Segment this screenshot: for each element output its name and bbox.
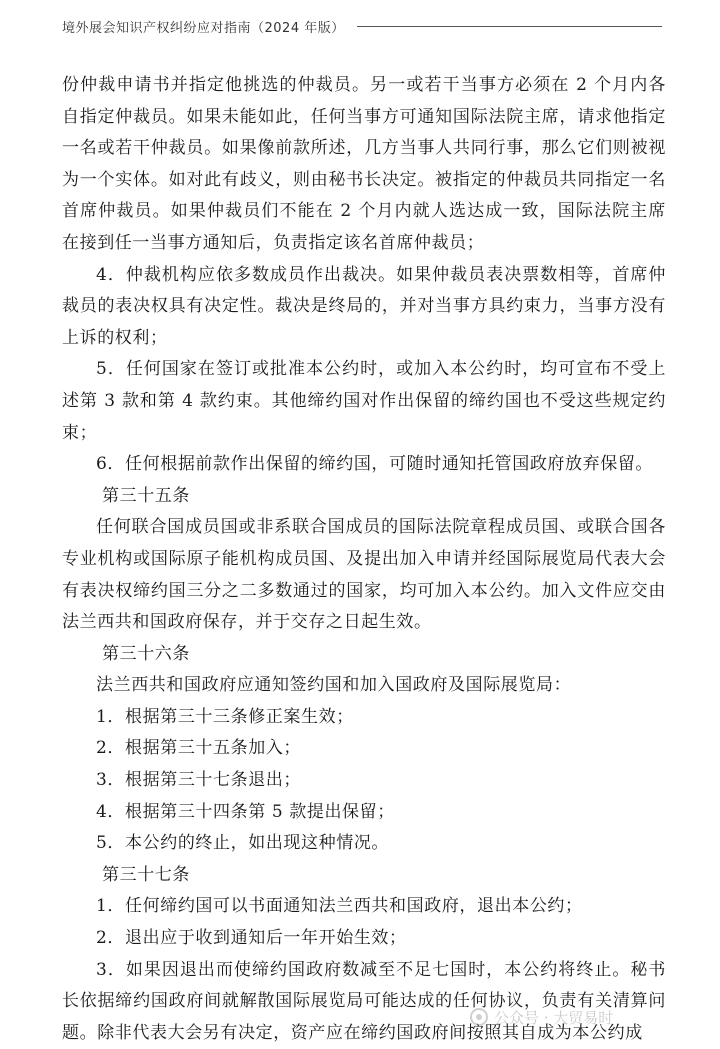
list-item: 3．根据第三十七条退出； <box>96 770 302 791</box>
paragraph-item: 4．仲裁机构应依多数成员作出裁决。如果仲裁员表决票数相等，首席仲裁员的表决权具有决定性。裁决是终局的，并对当事方具约束力，当事方没有上诉的权利； <box>62 264 666 348</box>
article-heading: 第三十七条 <box>102 864 190 885</box>
header-title: 境外展会知识产权纠纷应对指南（2024 年版） <box>62 20 345 36</box>
page-header <box>62 14 662 38</box>
watermark <box>470 1006 613 1028</box>
paragraph-item: 6．任何根据前款作出保留的缔约国，可随时通知托管国政府放弃保留。 <box>96 454 654 475</box>
paragraph: 任何联合国成员国或非系联合国成员的国际法院章程成员国、或联合国各专业机构或国际原子能机构成员国、及提出加入申请并经国际展览局代表大会有表决权缔约国三分之二多数通过的国家，均可加入本公约。加入文件应交由法兰西共和国政府保存，并于交存之日起生效。 <box>62 517 666 633</box>
list-item: 1．根据第三十三条修正案生效； <box>96 706 354 727</box>
document-body <box>62 70 666 1049</box>
paragraph: 法兰西共和国政府应通知签约国和加入国政府及国际展览局： <box>96 675 572 696</box>
list-item: 5．本公约的终止，如出现这种情况。 <box>96 833 390 854</box>
wechat-account-icon <box>470 1008 488 1026</box>
watermark-text: 公众号 · 大贸易时 <box>494 1008 614 1027</box>
list-item: 3．如果因退出而使缔约国政府数减至不足七国时，本公约将终止。秘书长依据缔约国政府间就解散国际展览局可能达成的任何协议，负责有关清算问题。除非代表大会另有决定，资产应在缔约国政府间按照其自成为本公约成 <box>62 959 666 1043</box>
article-heading: 第三十六条 <box>102 643 190 664</box>
header-rule <box>357 26 662 27</box>
list-item: 2．根据第三十五条加入； <box>96 738 302 759</box>
article-heading: 第三十五条 <box>102 485 190 506</box>
list-item: 1．任何缔约国可以书面通知法兰西共和国政府，退出本公约； <box>96 896 583 917</box>
list-item: 4．根据第三十四条第 5 款提出保留； <box>96 801 395 822</box>
list-item: 2．退出应于收到通知后一年开始生效； <box>96 928 407 949</box>
paragraph-item: 5．任何国家在签订或批准本公约时，或加入本公约时，均可宣布不受上述第 3 款和第 4 款约束。其他缔约国对作出保留的缔约国也不受这些规定约束； <box>62 359 666 443</box>
paragraph-continuation: 份仲裁申请书并指定他挑选的仲裁员。另一或若干当事方必须在 2 个月内各自指定仲裁员。如果未能如此，任何当事方可通知国际法院主席，请求他指定一名或若干仲裁员。如果像前款所述，几方当事人共同行事，那么它们则被视为一个实体。如对此有歧义，则由秘书长决定。被指定的仲裁员共同指定一名首席仲裁员。如果仲裁员们不能在 2 个月内就人选达成一致，国际法院主席在接到任一当事方通知后，负责指定该名首席仲裁员； <box>62 75 666 253</box>
